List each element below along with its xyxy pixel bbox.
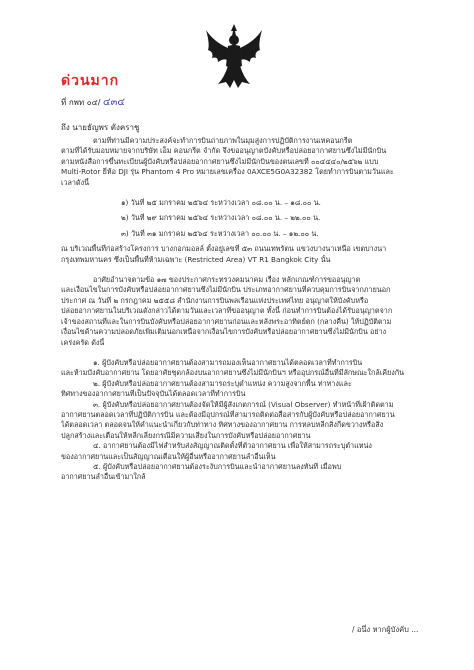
authority-line: และเงื่อนไขในการบังคับหรือปล่อยอากาศยานซึ่งไม่มีนักบิน ประเภทอากาศยานที่ควบคุมการบินจากภายนอก	[61, 285, 391, 295]
addressee: ถึง นายธัญพร ตังคราชู	[61, 123, 140, 132]
schedule-item: ๒) วันที่ ๒๙ มกราคม ๒๕๖๔ ระหว่างเวลา ๐๘.๐๐ น. – ๒๒.๐๐ น.	[121, 213, 321, 223]
authority-line: เจ้าของสถานที่และในการบินบังคับหรือปล่อยอากาศยานก่อนและหลังพระอาทิตย์ตก (กลางคืน) ให้ปฏิบัติตาม	[61, 316, 392, 326]
condition-line: อากาศยานตลอดเวลาที่ปฏิบัติการบิน และต้องมีอุปกรณ์ที่สามารถติดต่อสื่อสารกับผู้บังคับหรือปล่อยอากาศยาน	[61, 409, 395, 419]
intro-line: เวลาดังนี้	[61, 177, 90, 187]
location-line: กรุงเทพมหานคร ซึ่งเป็นพื้นที่ห้ามเฉพาะ (Restricted Area) VT R1 Bangkok City นั้น	[61, 254, 331, 264]
authority-line: เงื่อนไขด้านความปลอดภัยเพิ่มเติมนอกเหนือจากเงื่อนไขการบังคับหรือปล่อยอากาศยานซึ่งไม่มีนักบิน อย่าง	[61, 327, 387, 337]
condition-line: ๕. ผู้บังคับหรือปล่อยอากาศยานต้องระงับการบินและนำอากาศยานลงทันที เมื่อพบ	[93, 461, 342, 471]
document-number	[61, 95, 125, 110]
condition-line: ปลูกสร้างและเตือนให้หลีกเลี่ยงกรณีมีความเสี่ยงในการบังคับหรือปล่อยอากาศยาน	[61, 430, 311, 440]
authority-line: อาศัยอำนาจตามข้อ ๑๗ ของประกาศกระทรวงคมนาคม เรื่อง หลักเกณฑ์การขออนุญาต	[93, 275, 361, 285]
condition-line: ๓. ผู้บังคับหรือปล่อยอากาศยานต้องจัดให้มีผู้สังเกตการณ์ (Visual Observer) ทำหน้าที่เฝ้าติดตาม	[93, 399, 394, 409]
authority-line: เคร่งครัด ดังนี้	[61, 337, 105, 347]
letter-body	[61, 136, 433, 483]
condition-line: ๔. อากาศยานต้องมีไฟสำหรับส่งสัญญาณติดตั้งที่ตัวอากาศยาน เพื่อให้สามารถระบุตำแหน่ง	[93, 441, 372, 451]
intro-line: ตามหนังสือการขึ้นทะเบียนผู้บังคับหรือปล่อยอากาศยานซึ่งไม่มีนักบินของตนเลขที่ ๐๐๔๔๔๐/๒๕๖๒ แบบ	[61, 156, 379, 166]
intro-line: ตามที่ท่านมีความประสงค์จะทำการบินถ่ายภาพในมุมสูงการปฏิบัติการงานเทคอนกรีต	[93, 136, 353, 145]
schedule-item: ๓) วันที่ ๓๑ มกราคม ๒๕๖๔ ระหว่างเวลา ๐๐.๐๐ น. – ๑๒.๐๐ น.	[121, 228, 319, 238]
condition-line: อากาศยานลำอื่นเข้ามาใกล้	[61, 472, 146, 482]
authority-line: ประกาศ ณ วันที่ ๒ กรกฎาคม ๒๕๕๘ สำนักงานการบินพลเรือนแห่งประเทศไทย อนุญาตให้บังคับหรือ	[61, 295, 369, 305]
schedule-item: ๑) วันที่ ๒๕ มกราคม ๒๕๖๔ ระหว่างเวลา ๐๘.๐๐ น. – ๑๘.๐๐ น.	[121, 198, 321, 208]
document-number-prefix: ที่ กพท ๐๔/	[61, 98, 101, 107]
condition-line: ทิศทางของอากาศยานที่เป็นปัจจุบันได้ตลอดเวลาที่ทำการบิน	[61, 389, 246, 399]
condition-line: ๒. ผู้บังคับหรือปล่อยอากาศยานต้องสามารถระบุตำแหน่ง ความสูงจากพื้น ท่าทางและ	[93, 378, 352, 388]
authority-line: ปล่อยอากาศยานในบริเวณดังกล่าวได้ตามวันและเวลาที่ขออนุญาต ทั้งนี้ ก่อนทำการบินต้องได้รับอนุญาตจาก	[61, 306, 393, 316]
urgency-stamp: ด่วนมาก	[61, 73, 120, 89]
intro-line: Multi-Rotor ยี่ห้อ DJI รุ่น Phantom 4 Pro หมายเลขเครื่อง 0AXCE5G0A32382 โดยทำการบินตามวันและ	[61, 167, 394, 177]
condition-line: ได้ตลอดเวลา ตลอดจนให้คำแนะนำเกี่ยวกับท่าทาง ทิศทางของอากาศยาน การหลบหลีกสิ่งกีดขวางหรือสิ่ง	[61, 420, 384, 430]
intro-line: ตามที่ได้รับมอบหมายจากบริษัท เอ็ม คอนกรีต จำกัด จึงขออนุญาตบังคับหรือปล่อยอากาศยานซึ่งไม่มีนักบิน	[61, 146, 387, 156]
garuda-emblem-icon	[204, 22, 264, 92]
location-line: ณ บริเวณพื้นที่ก่อสร้างโครงการ บางกอกมอลล์ ตั้งอยู่เลขที่ ๕๓ ถนนเทพรัตน แขวงบางนาเหนือ เขตบางนา	[61, 244, 387, 254]
condition-line: และห้ามบังคับอากาศยาน โดยอาศัยชุดกล้องบนอากาศยานซึ่งไม่มีนักบินฯ หรืออุปกรณ์อื่นที่มีลักษณะใกล้เคียงกัน	[61, 368, 404, 378]
condition-line: ของอากาศยานและเป็นสัญญาณเตือนให้ผู้อื่นหรืออากาศยานลำอื่นเห็น	[61, 451, 276, 461]
continuation-note: / อนึ่ง หากผู้บังคับ ...	[352, 625, 419, 634]
document-number-value: ๔๓๔	[102, 97, 125, 108]
condition-line: ๑. ผู้บังคับหรือปล่อยอากาศยานต้องสามารถมองเห็นอากาศยานได้ตลอดเวลาที่ทำการบิน	[93, 357, 363, 367]
